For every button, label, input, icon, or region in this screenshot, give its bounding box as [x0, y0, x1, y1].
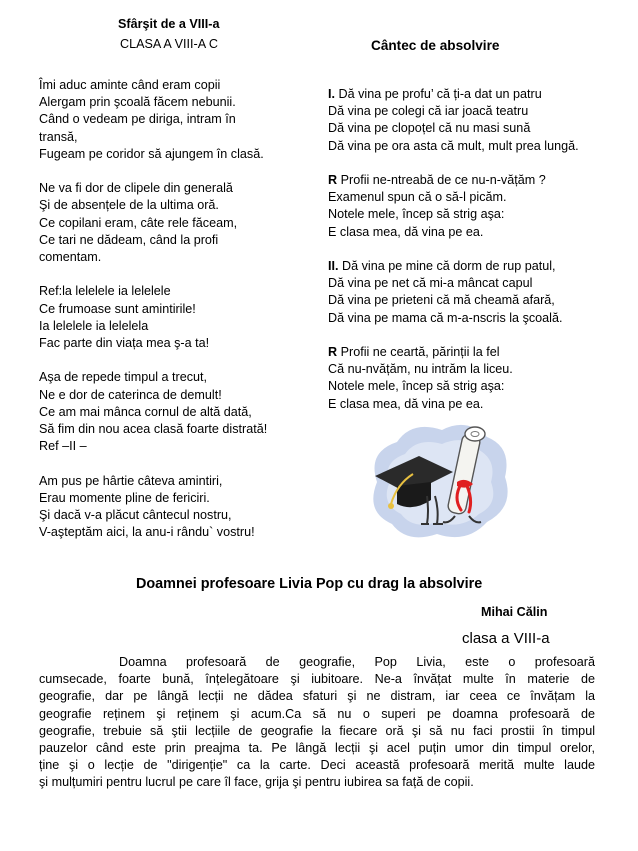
verse-line: Dă vina pe colegi că iar joacă teatru	[328, 104, 529, 119]
verse-line: Dă vina pe clopoțel că nu masi sună	[328, 121, 531, 136]
verse-line: Dă vina pe mama că m-a-nscris la şcoală.	[328, 310, 563, 325]
poem-line: Ref:la lelelele ia lelelele	[39, 284, 171, 299]
refrain-2-marker: R	[328, 345, 338, 359]
verse-line: Dă vina pe net că mi-a mâncat capul	[328, 276, 533, 291]
poem-line: Când o vedeam pe diriga, intram în	[39, 112, 236, 127]
left-heading-subtitle: CLASA A VIII-A C	[120, 37, 218, 51]
refrain-line: Notele mele, încep să strig aşa:	[328, 207, 505, 222]
right-title: Cântec de absolvire	[371, 38, 500, 53]
poem-line: transă,	[39, 129, 78, 144]
graduation-cap-diploma-icon	[357, 412, 517, 547]
poem-line: Şi de absențele de la ultima oră.	[39, 198, 219, 213]
poem-line: Şi dacă v-a plăcut cântecul nostru,	[39, 508, 232, 523]
refrain-2	[328, 344, 628, 413]
left-poem	[39, 77, 314, 541]
poem-line: Îmi aduc aminte când eram copii	[39, 78, 221, 92]
article-body	[39, 654, 595, 792]
article-body-line: pauzelor când este prin preajma ta. Pe lângă lecții şi acel puțin umor din timpul orelor,	[39, 741, 595, 756]
refrain-line: Profii ne ceartă, părinții la fel	[337, 345, 500, 359]
stanza-gap	[39, 455, 314, 472]
article-body-line: şi mulțumiri pentru lucrul pe care îl face, grija şi pentru iubirea sa față de copii.	[39, 775, 474, 790]
stanza-gap	[39, 163, 314, 180]
poem-line: Ce copilani eram, câte rele făceam,	[39, 215, 238, 230]
article-class-label: clasa a VIII-a	[462, 630, 550, 647]
refrain-1-marker: R	[328, 173, 338, 187]
poem-line: comentam.	[39, 250, 102, 265]
refrain-line: Profii ne-ntreabă de ce nu-n-vățăm ?	[337, 173, 546, 187]
poem-line: Fugeam pe coridor să ajungem în clasă.	[39, 146, 264, 161]
poem-line: V-aşteptăm aici, la anu-i rându` vostru!	[39, 525, 255, 540]
poem-line: Fac parte din viața mea ş-a ta!	[39, 336, 210, 351]
poem-line: Ref –II –	[39, 439, 87, 454]
article-body-line: cumsecade, foarte bună, înțelegătoare şi iubitoare. Ne-a învățat multe în materie de	[39, 672, 595, 687]
verse-1-marker: I.	[328, 87, 335, 101]
verse-line: Dă vina pe prieteni că mă cheamă afară,	[328, 293, 555, 308]
refrain-line: E clasa mea, dă vina pe ea.	[328, 396, 484, 411]
article-body-line: Doamna profesoară de geografie, Pop Livia, este o profesoară	[119, 655, 595, 669]
poem-line: Am pus pe hârtie câteva amintiri,	[39, 473, 223, 488]
poem-line: Ne va fi dor de clipele din generală	[39, 181, 233, 196]
article-body-line: geografie, dar pe lângă lecții ne dădea sfaturi şi ne distram, iar ceea ce învățam la	[39, 689, 595, 704]
left-heading-title: Sfârşit de a VIII-a	[118, 17, 220, 31]
verse-line: Dă vina pe ora asta că mult, mult prea lungă.	[328, 138, 579, 153]
verse-line: Dă vina pe mine că dorm de rup patul,	[338, 259, 556, 273]
verse-2-marker: II.	[328, 259, 339, 273]
refrain-line: Notele mele, încep să strig aşa:	[328, 379, 505, 394]
article-body-line: geografie, trebuie să ştii lecțiile de geografie la fiecare oră şi să nu faci prostii în timpul	[39, 723, 595, 738]
poem-line: Ne e dor de caterinca de demult!	[39, 387, 222, 402]
verse-2	[328, 258, 628, 327]
verse-line: Dă vina pe profu’ că ți-a dat un patru	[335, 87, 542, 101]
poem-line: Ce frumoase sunt amintirile!	[39, 301, 196, 316]
refrain-line: Că nu-nvățăm, nu intrăm la liceu.	[328, 362, 513, 377]
article-body-line: geografie reținem şi reținem şi acum.Ca să nu o superi pe doamna profesoară de	[39, 706, 595, 721]
stanza-gap	[39, 352, 314, 369]
right-poem	[328, 86, 628, 413]
poem-line: Erau momente pline de fericiri.	[39, 490, 210, 505]
refrain-line: E clasa mea, dă vina pe ea.	[328, 224, 484, 239]
poem-line: Să fim din nou acea clasă foarte distrată!	[39, 422, 268, 437]
poem-line: Ce am mai mânca cornul de altă dată,	[39, 404, 252, 419]
poem-line: Ce tari ne dădeam, când la profi	[39, 232, 219, 247]
article-title: Doamnei profesoare Livia Pop cu drag la absolvire	[136, 576, 483, 592]
article-body-line: ține şi o lecție de "dirigenție" ca la carte. Deci această profesoară merită multe laude	[39, 758, 595, 773]
refrain-line: Examenul spun că o să-l picăm.	[328, 190, 507, 205]
poem-line: Aşa de repede timpul a trecut,	[39, 370, 208, 385]
stanza-gap	[39, 266, 314, 283]
article-author: Mihai Călin	[481, 605, 548, 619]
poem-line: Ia lelelele ia lelelela	[39, 318, 149, 333]
poem-line: Alergam prin şcoală făcem nebunii.	[39, 95, 236, 110]
refrain-1	[328, 172, 628, 241]
verse-1	[328, 86, 628, 155]
